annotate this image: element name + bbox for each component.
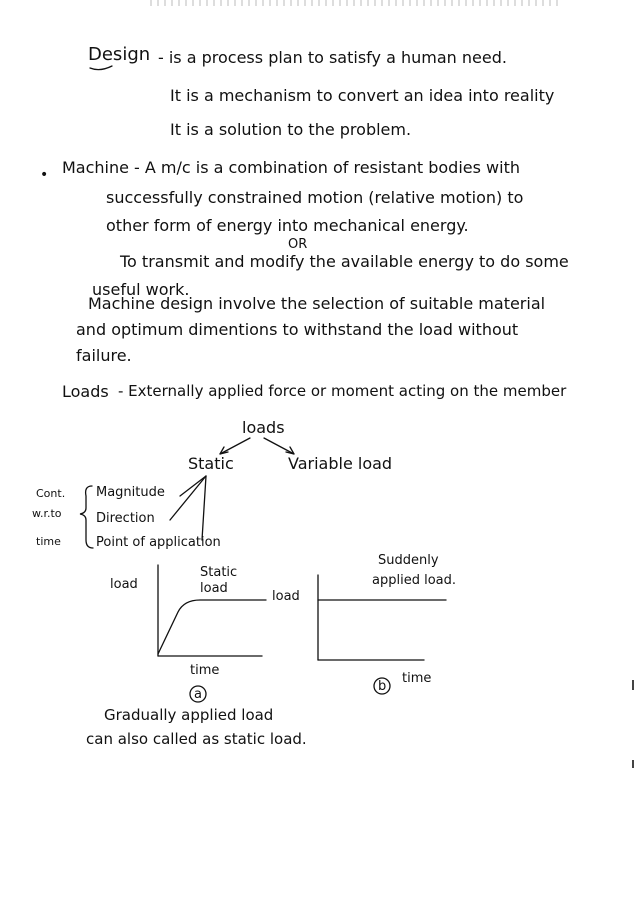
machine-design-line-3: failure. bbox=[76, 346, 132, 365]
attribute-direction: Direction bbox=[96, 511, 155, 526]
machine-or: OR bbox=[288, 237, 308, 252]
loads-definition: - Externally applied force or moment acting on the member bbox=[118, 382, 567, 400]
design-definition-3: It is a solution to the problem. bbox=[170, 120, 412, 139]
machine-design-line-1: Machine design involve the selection of suitable material bbox=[88, 294, 546, 313]
machine-term: Machine bbox=[62, 158, 129, 177]
attribute-point-of-application: Point of application bbox=[96, 535, 221, 550]
graph-a-xlabel: time bbox=[190, 663, 220, 678]
graph-b-ylabel: load bbox=[272, 589, 300, 604]
tree-arrowhead-static bbox=[220, 447, 228, 454]
design-term: Design bbox=[88, 44, 151, 65]
graph-a-curve-label-2: load bbox=[200, 581, 228, 596]
footer-line-1: Gradually applied load bbox=[104, 706, 274, 724]
graph-a-marker: a bbox=[194, 687, 202, 702]
tree-arrowhead-variable bbox=[286, 447, 294, 454]
machine-line-4: To transmit and modify the available energy to do some bbox=[120, 252, 569, 271]
side-note-line-1: Cont. bbox=[36, 487, 66, 500]
side-note-line-2: w.r.to bbox=[32, 507, 62, 520]
static-to-point-arrow bbox=[202, 476, 206, 540]
graph-b-xlabel: time bbox=[402, 671, 432, 686]
loads-variable: Variable load bbox=[288, 454, 393, 473]
attribute-magnitude: Magnitude bbox=[96, 485, 165, 500]
page-edge-mark bbox=[632, 760, 634, 768]
machine-line-2: successfully constrained motion (relative motion) to bbox=[106, 188, 524, 207]
footer-line-2: can also called as static load. bbox=[86, 730, 307, 748]
loads-term: Loads bbox=[62, 382, 109, 401]
loads-tree-root: loads bbox=[242, 418, 285, 437]
static-to-direction-arrow bbox=[170, 476, 206, 520]
design-underline bbox=[90, 66, 112, 70]
design-definition-2: It is a mechanism to convert an idea into reality bbox=[170, 86, 555, 105]
side-note-line-3: time bbox=[36, 535, 61, 548]
static-to-magnitude-arrow bbox=[180, 476, 206, 496]
graph-a-ylabel: load bbox=[110, 577, 138, 592]
graph-a-curve-label-1: Static bbox=[200, 565, 238, 580]
machine-line-1: - A m/c is a combination of resistant bodies with bbox=[134, 158, 520, 177]
machine-line-5: useful work. bbox=[92, 280, 190, 299]
tree-arrow-static bbox=[220, 438, 250, 454]
tree-arrow-variable bbox=[264, 438, 294, 454]
machine-design-line-2: and optimum dimentions to withstand the load without bbox=[76, 320, 519, 339]
machine-line-3: other form of energy into mechanical energy. bbox=[106, 216, 469, 235]
attribute-bracket bbox=[80, 486, 93, 548]
graph-b-marker: b bbox=[378, 679, 387, 694]
page-edge-mark bbox=[632, 680, 634, 690]
graph-a-curve bbox=[158, 600, 266, 654]
scan-noise bbox=[150, 0, 560, 6]
graph-b-curve-label-1: Suddenly bbox=[378, 553, 439, 568]
bullet-dot: • bbox=[40, 167, 49, 183]
graph-b-curve-label-2: applied load. bbox=[372, 573, 456, 588]
loads-static: Static bbox=[188, 454, 234, 473]
design-definition-1: - is a process plan to satisfy a human need. bbox=[158, 48, 507, 67]
